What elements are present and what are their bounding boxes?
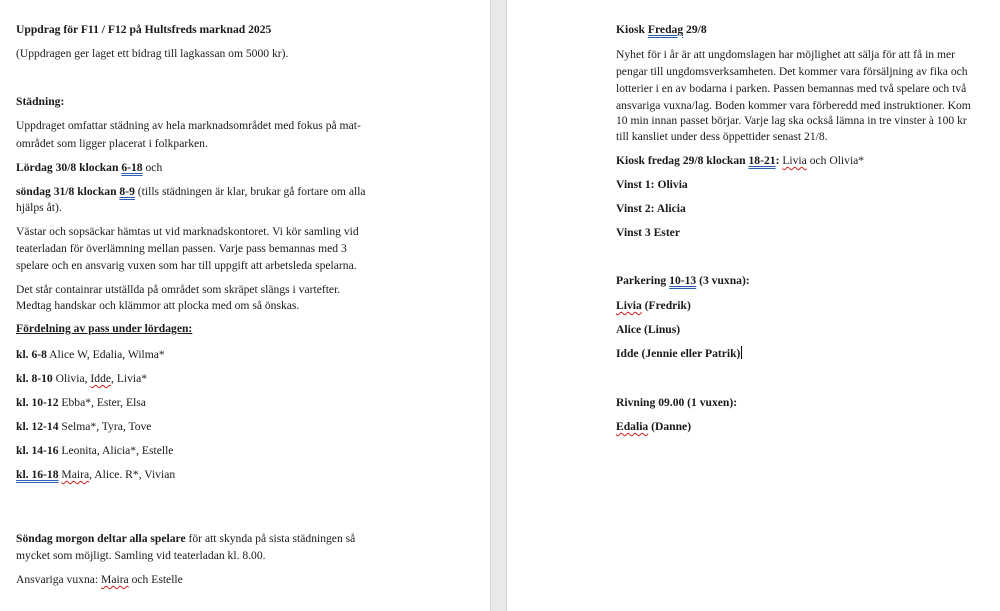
shift-names: Selma*, Tyra, Tove — [58, 420, 152, 433]
saturday-and: och — [142, 161, 163, 174]
prize-2: Vinst 2: Alicia — [616, 202, 686, 215]
page-gutter — [490, 0, 507, 611]
responsible-adults — [16, 571, 183, 589]
prize-3: Vinst 3 Ester — [616, 226, 680, 239]
sunday-morning-line-2: mycket som möjligt. Samling vid teaterladan kl. 8.00. — [16, 549, 266, 562]
shift-time: kl. 14-16 — [16, 444, 59, 457]
intro-line-2: området som ligger placerat i folkparken. — [16, 137, 208, 150]
teardown-heading: Rivning 09.00 (1 vuxen): — [616, 396, 738, 409]
vest-line-3: spelare och en ansvarig vuxen som har till uppgift att arbetsleda spelarna. — [16, 259, 357, 272]
shift-names: Alice W, Edalia, Wilma* — [46, 348, 165, 361]
shift-time: kl. 8-10 — [16, 372, 53, 385]
shift-time: kl. 6-8 — [16, 348, 47, 361]
shift-row — [16, 466, 175, 484]
shift-name-flagged: Maira — [61, 468, 90, 481]
sunday-note-cont: hjälps åt). — [16, 201, 62, 214]
parking-person-2: Alice (Linus) — [616, 323, 681, 336]
responsible-label: Ansvariga vuxna: — [16, 573, 102, 586]
shift-row — [16, 370, 147, 388]
shift-row — [16, 346, 165, 364]
kiosk-shift-colon: : — [775, 154, 783, 167]
saturday-hours: 6-18 — [121, 161, 143, 174]
kiosk-shift-name-flagged: Livia — [782, 154, 807, 167]
sunday-note: (tills städningen är klar, brukar gå fortare om alla — [134, 185, 366, 198]
news-line-6: till kansliet under dess öppettider senast 21/8. — [616, 130, 828, 143]
parking-label: Parkering — [616, 274, 670, 287]
kiosk-shift-rest: och Olivia* — [806, 154, 865, 167]
shift-time: kl. 16-18 — [16, 468, 59, 481]
shift-time: kl. 10-12 — [16, 396, 59, 409]
shift-names: Ebba*, Ester, Elsa — [58, 396, 146, 409]
teardown-person-adult: (Danne) — [648, 420, 692, 433]
kiosk-day: Fredag — [647, 23, 684, 36]
cleaning-heading: Städning: — [16, 95, 65, 108]
responsible-name-flagged: Maira — [101, 573, 129, 586]
container-line-2: Medtag handskar och klämmor att plocka med om så önskas. — [16, 299, 300, 312]
sunday-morning-bold: Söndag morgon deltar alla spelare — [16, 532, 186, 545]
kiosk-shift-hours: 18-21 — [748, 154, 776, 167]
shift-row — [16, 394, 146, 412]
kiosk-shift-label: Kiosk fredag 29/8 klockan — [616, 154, 749, 167]
shift-name-flagged: Idde — [90, 372, 112, 385]
sunday-hours: 8-9 — [119, 185, 135, 198]
sunday-label: söndag 31/8 klockan — [16, 185, 120, 198]
vest-line-1: Västar och sopsäckar hämtas ut vid marknadskontoret. Vi kör samling vid — [16, 225, 359, 238]
prize-1: Vinst 1: Olivia — [616, 178, 688, 191]
parking-adults: (3 vuxna): — [696, 274, 750, 287]
vest-line-2: teaterladan för överlämning mellan passen. Varje pass bemannas med 3 — [16, 242, 347, 255]
news-line-3: lotterier i en av bodarna i parken. Passen bemannas med två spelare och två — [616, 82, 967, 95]
news-line-2: pengar till ungdomsverksamheten. Det kommer vara försäljning av fika och — [616, 65, 968, 78]
parking-person-3-text: Idde (Jennie eller Patrik) — [616, 347, 741, 360]
kiosk-date: 29/8 — [683, 23, 707, 36]
parking-person-1-adult: (Fredrik) — [641, 299, 691, 312]
kiosk-shift — [616, 152, 864, 170]
container-line-1: Det står containrar utställda på området som skräpet slängs i vartefter. — [16, 283, 341, 296]
shift-row — [16, 418, 151, 436]
document-title: Uppdrag för F11 / F12 på Hultsfreds marknad 2025 — [16, 23, 272, 36]
shift-row — [16, 442, 173, 460]
shift-names: Leonita, Alicia*, Estelle — [58, 444, 174, 457]
parking-person-3[interactable] — [616, 345, 742, 363]
teardown-person — [616, 418, 691, 436]
news-line-1: Nyhet för i år är att ungdomslagen har möjlighet att sälja för att få in mer — [616, 48, 956, 61]
parking-heading — [616, 272, 750, 290]
parking-person-1 — [616, 297, 691, 315]
parking-person-1-name: Livia — [616, 299, 642, 312]
text-cursor — [741, 346, 742, 359]
saturday-line — [16, 159, 162, 177]
shift-names-rest: , Alice. R*, Vivian — [89, 468, 176, 481]
sunday-morning-line-1 — [16, 530, 355, 548]
saturday-label: Lördag 30/8 klockan — [16, 161, 122, 174]
kiosk-label: Kiosk — [616, 23, 648, 36]
responsible-rest: och Estelle — [128, 573, 183, 586]
news-line-5: 10 min innan passet börjar. Varje lag ska också lämna in tre vinster à 100 kr — [616, 114, 967, 127]
intro-line-1: Uppdraget omfattar städning av hela marknadsområdet med fokus på mat- — [16, 119, 361, 132]
shift-names: Olivia, — [52, 372, 91, 385]
news-line-4: ansvariga vuxna/lag. Boden kommer vara förberedd med instruktioner. Kom — [616, 99, 971, 112]
parking-hours: 10-13 — [669, 274, 697, 287]
distribution-heading: Fördelning av pass under lördagen: — [16, 322, 193, 335]
shift-names-rest: , Livia* — [111, 372, 148, 385]
sunday-line — [16, 183, 366, 201]
shift-time: kl. 12-14 — [16, 420, 59, 433]
subtitle: (Uppdragen ger laget ett bidrag till lagkassan om 5000 kr). — [16, 47, 289, 60]
sunday-morning-rest: för att skynda på sista städningen så — [185, 532, 356, 545]
kiosk-heading — [616, 21, 707, 39]
teardown-person-name: Edalia — [616, 420, 649, 433]
